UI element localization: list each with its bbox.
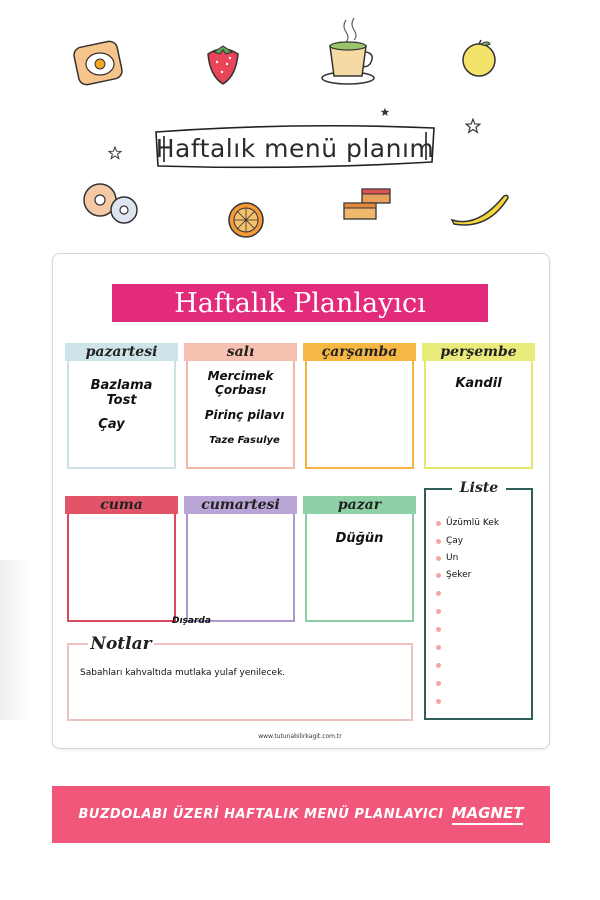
menu-item: Bazlama [90,378,153,393]
menu-item: Kandil [455,376,502,391]
apple-icon [456,38,502,78]
day-box-persembe[interactable] [424,355,533,469]
toast-egg-icon [70,38,130,88]
day-box-cumartesi[interactable] [186,508,295,622]
list-item: Şeker [446,570,472,580]
bullet-icon [436,663,441,668]
menu-item: Mercimek [207,369,274,383]
footer-accent: MAGNET [452,804,524,825]
bullet-icon [436,645,441,650]
bullet-icon [436,627,441,632]
footer-banner [52,786,550,843]
star-icon [380,102,390,112]
menu-item: Düğün [335,531,384,546]
day-box-cuma[interactable] [67,508,176,622]
bullet-icon [436,539,441,544]
coffee-cup-icon [318,14,384,88]
donuts-icon [80,180,142,226]
list-item: Çay [446,536,464,546]
day-label-cumartesi: cumartesi [184,496,297,514]
bullet-icon [436,609,441,614]
menu-item: Pirinç pilavı [204,408,285,422]
header-ribbon [150,118,440,178]
star-icon [465,118,481,134]
menu-item: Çay [98,417,125,432]
banana-icon [448,190,512,230]
planner-banner [112,284,488,322]
day-box-pazar[interactable] [305,508,414,622]
day-box-carsamba[interactable] [305,355,414,469]
outside-note: Dışarda [172,616,211,626]
menu-item: Çorbası [215,383,266,397]
menu-item: Tost [106,393,137,408]
day-label-pazar: pazar [303,496,416,514]
bullet-icon [436,681,441,686]
snack-boxes-icon [340,185,396,223]
bullet-icon [436,699,441,704]
day-box-pazartesi[interactable] [67,355,176,469]
strawberry-icon [200,42,246,86]
orange-slice-icon [226,200,266,240]
bullet-icon [436,573,441,578]
list-title: Liste [452,479,506,497]
notes-text: Sabahları kahvaltıda mutlaka yulaf yenilecek. [80,668,286,678]
page-title: Haftalık menü planım [155,133,435,163]
notes-title: Notlar [88,634,154,654]
star-icon [108,145,122,159]
list-item: Un [446,553,459,563]
notes-box[interactable] [67,643,413,721]
planner-title: Haftalık Planlayıcı [174,287,426,319]
day-label-pazartesi: pazartesi [65,343,178,361]
day-label-persembe: perşembe [422,343,535,361]
bullet-icon [436,591,441,596]
day-label-cuma: cuma [65,496,178,514]
footer-text: BUZDOLABI ÜZERİ HAFTALIK MENÜ PLANLAYICI [78,807,444,822]
bullet-icon [436,521,441,526]
bullet-icon [436,556,441,561]
website-url: www.tutunabilirkagit.com.tr [258,733,342,740]
day-label-carsamba: çarşamba [303,343,416,361]
day-label-sali: salı [184,343,297,361]
menu-item: Taze Fasulye [209,435,280,446]
list-item: Üzümlü Kek [446,518,500,528]
left-shadow [0,560,30,720]
